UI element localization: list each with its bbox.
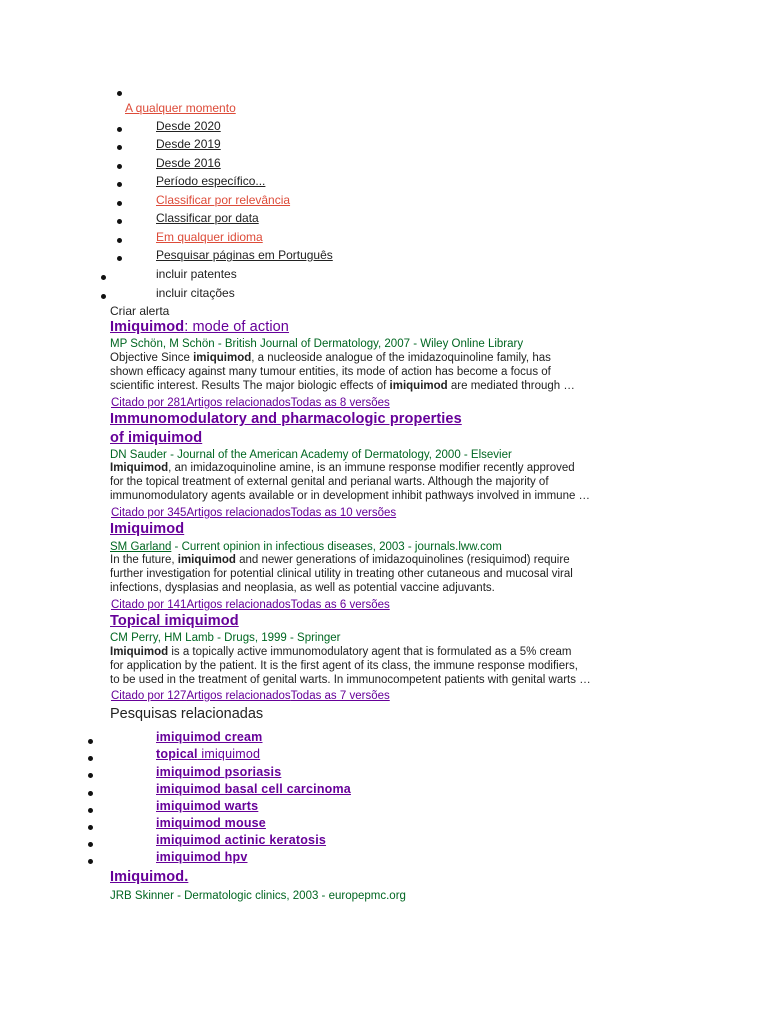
- snippet-text: shown efficacy against many tumour entities, its mode of action has become a focus of: [110, 365, 551, 378]
- list-bullet: [101, 275, 106, 280]
- result-links: [111, 506, 396, 520]
- include-citations-checkbox[interactable]: incluir citações: [156, 286, 235, 300]
- related-articles-link[interactable]: Artigos relacionados: [186, 690, 291, 702]
- result-links: [111, 689, 390, 703]
- list-bullet: [88, 756, 93, 761]
- snippet-line: [110, 674, 650, 688]
- related-search-link[interactable]: [156, 730, 263, 745]
- snippet-line: [110, 366, 650, 380]
- snippet-text: are mediated through …: [447, 379, 575, 392]
- snippet-highlight: imiquimod: [389, 379, 448, 392]
- snippet-text: immunomodulatory agents available or in development inhibit pathways involved in immune …: [110, 489, 591, 502]
- list-bullet: [117, 145, 122, 150]
- result-title[interactable]: [110, 521, 184, 538]
- list-bullet: [117, 256, 122, 261]
- snippet-line: [110, 554, 650, 568]
- list-bullet: [88, 791, 93, 796]
- related-bold: imiquimod psoriasis: [156, 765, 282, 779]
- related-search-link[interactable]: [156, 850, 248, 865]
- related-articles-link[interactable]: Artigos relacionados: [186, 507, 291, 519]
- snippet-text: for application by the patient. It is the first agent of its class, the immune response modifiers,: [110, 659, 578, 672]
- title-line-1: Immunomodulatory and pharmacologic properties: [110, 411, 462, 427]
- snippet-line: [110, 352, 650, 366]
- snippet-line: [110, 462, 650, 476]
- list-bullet: [88, 825, 93, 830]
- include-patents-checkbox[interactable]: incluir patentes: [156, 267, 237, 281]
- title-rest: : mode of action: [184, 319, 289, 335]
- result-links: [111, 598, 390, 612]
- result-authors: DN Sauder - Journal of the American Academy of Dermatology, 2000 - Elsevier: [110, 449, 512, 461]
- title-bold: Imiquimod: [110, 319, 185, 335]
- all-versions-link[interactable]: Todas as 7 versões: [290, 690, 390, 702]
- snippet-line: [110, 568, 650, 582]
- snippet-text: infections, dysplasias and neoplasia, as well as potential vaccine adjuvants.: [110, 581, 495, 594]
- result-title[interactable]: [110, 869, 188, 886]
- list-bullet: [117, 219, 122, 224]
- list-bullet: [117, 182, 122, 187]
- list-bullet: [88, 859, 93, 864]
- result-snippet: [110, 554, 650, 595]
- all-versions-link[interactable]: Todas as 10 versões: [290, 507, 397, 519]
- filter-since-2019[interactable]: Desde 2019: [156, 137, 221, 151]
- list-bullet: [88, 773, 93, 778]
- related-search-link[interactable]: [156, 747, 260, 762]
- related-bold: imiquimod cream: [156, 730, 263, 744]
- filter-portuguese[interactable]: Pesquisar páginas em Português: [156, 248, 333, 262]
- title-bold: imiquimod: [164, 613, 239, 629]
- sort-by-date[interactable]: Classificar por data: [156, 211, 259, 225]
- related-bold: imiquimod actinic keratosis: [156, 833, 327, 847]
- result-snippet: [110, 352, 650, 393]
- snippet-text: is a topically active immunomodulatory agent that is formulated as a 5% cream: [168, 646, 572, 658]
- list-bullet: [88, 808, 93, 813]
- result-title[interactable]: [110, 411, 462, 428]
- list-bullet: [88, 739, 93, 744]
- list-bullet: [117, 238, 122, 243]
- snippet-line: [110, 476, 650, 490]
- snippet-text: and newer generations of imidazoquinolines (resiquimod) require: [235, 554, 570, 566]
- related-bold: imiquimod mouse: [156, 816, 266, 830]
- snippet-text: , a nucleoside analogue of the imidazoquinoline family, has: [251, 352, 551, 364]
- result-title[interactable]: [110, 430, 202, 447]
- snippet-text: for the topical treatment of external genital and perianal warts. Although the majority of: [110, 475, 549, 488]
- result-snippet: [110, 646, 650, 687]
- snippet-text: Objective Since: [110, 352, 194, 364]
- related-search-link[interactable]: [156, 833, 326, 848]
- snippet-text: , an imidazoquinoline amine, is an immune response modifier recently approved: [168, 462, 575, 474]
- result-authors: JRB Skinner - Dermatologic clinics, 2003 - europepmc.org: [110, 890, 406, 902]
- snippet-text: to be used in the treatment of genital warts. In immunocompetent patients with genital warts …: [110, 673, 591, 686]
- create-alert-link[interactable]: Criar alerta: [110, 304, 170, 318]
- filter-any-language[interactable]: Em qualquer idioma: [156, 230, 263, 244]
- related-bold: imiquimod basal cell carcinoma: [156, 782, 351, 796]
- list-bullet: [101, 294, 106, 299]
- related-bold: imiquimod warts: [156, 799, 259, 813]
- related-bold: topical: [156, 747, 198, 761]
- title-line-2: of imiquimod: [110, 430, 203, 446]
- result-authors: MP Schön, M Schön - British Journal of Dermatology, 2007 - Wiley Online Library: [110, 338, 524, 350]
- snippet-text: scientific interest. Results The major biologic effects of: [110, 379, 390, 392]
- list-bullet: [88, 842, 93, 847]
- authors-rest: - Current opinion in infectious diseases, 2003 - journals.lww.com: [171, 541, 502, 553]
- title-rest: Topical: [110, 613, 165, 629]
- list-bullet: [117, 164, 122, 169]
- cited-by-link[interactable]: Citado por 281: [111, 397, 187, 409]
- list-bullet: [117, 201, 122, 206]
- related-searches-heading: Pesquisas relacionadas: [110, 706, 264, 722]
- snippet-highlight: Imiquimod: [110, 646, 169, 658]
- related-articles-link[interactable]: Artigos relacionados: [186, 397, 291, 409]
- result-title[interactable]: [110, 613, 239, 630]
- filter-custom-range[interactable]: Período específico...: [156, 174, 266, 188]
- related-rest: imiquimod: [197, 747, 261, 761]
- filter-since-2020[interactable]: Desde 2020: [156, 119, 221, 133]
- list-bullet: [117, 91, 122, 96]
- snippet-text: further investigation for potential clinical utility in treating other cutaneous and mucosal viral: [110, 567, 573, 580]
- author-link[interactable]: SM Garland: [110, 541, 172, 553]
- filter-any-time[interactable]: A qualquer momento: [125, 101, 236, 115]
- snippet-highlight: imiquimod: [177, 554, 236, 566]
- snippet-highlight: imiquimod: [193, 352, 252, 364]
- result-authors: [110, 540, 502, 554]
- list-bullet: [117, 127, 122, 132]
- snippet-highlight: Imiquimod: [110, 462, 169, 474]
- related-search-link[interactable]: [156, 816, 266, 831]
- result-authors: CM Perry, HM Lamb - Drugs, 1999 - Springer: [110, 632, 341, 644]
- filter-since-2016[interactable]: Desde 2016: [156, 156, 221, 170]
- related-search-link[interactable]: [156, 799, 258, 814]
- related-search-link[interactable]: [156, 765, 281, 780]
- sort-by-relevance[interactable]: Classificar por relevância: [156, 193, 291, 207]
- related-articles-link[interactable]: Artigos relacionados: [186, 599, 291, 611]
- all-versions-link[interactable]: Todas as 8 versões: [290, 397, 390, 409]
- all-versions-link[interactable]: Todas as 6 versões: [290, 599, 390, 611]
- snippet-line: [110, 646, 650, 660]
- related-search-link[interactable]: [156, 782, 351, 797]
- related-bold: imiquimod hpv: [156, 850, 248, 864]
- result-title[interactable]: [110, 319, 289, 336]
- snippet-line: [110, 582, 650, 596]
- snippet-line: [110, 660, 650, 674]
- snippet-line: [110, 490, 650, 504]
- snippet-text: In the future,: [110, 554, 178, 566]
- title-bold: Imiquimod.: [110, 869, 189, 885]
- snippet-line: [110, 380, 650, 394]
- result-snippet: [110, 462, 650, 503]
- cited-by-link[interactable]: Citado por 345: [111, 507, 187, 519]
- result-links: [111, 396, 390, 410]
- cited-by-link[interactable]: Citado por 141: [111, 599, 187, 611]
- title-bold: Imiquimod: [110, 521, 185, 537]
- cited-by-link[interactable]: Citado por 127: [111, 690, 187, 702]
